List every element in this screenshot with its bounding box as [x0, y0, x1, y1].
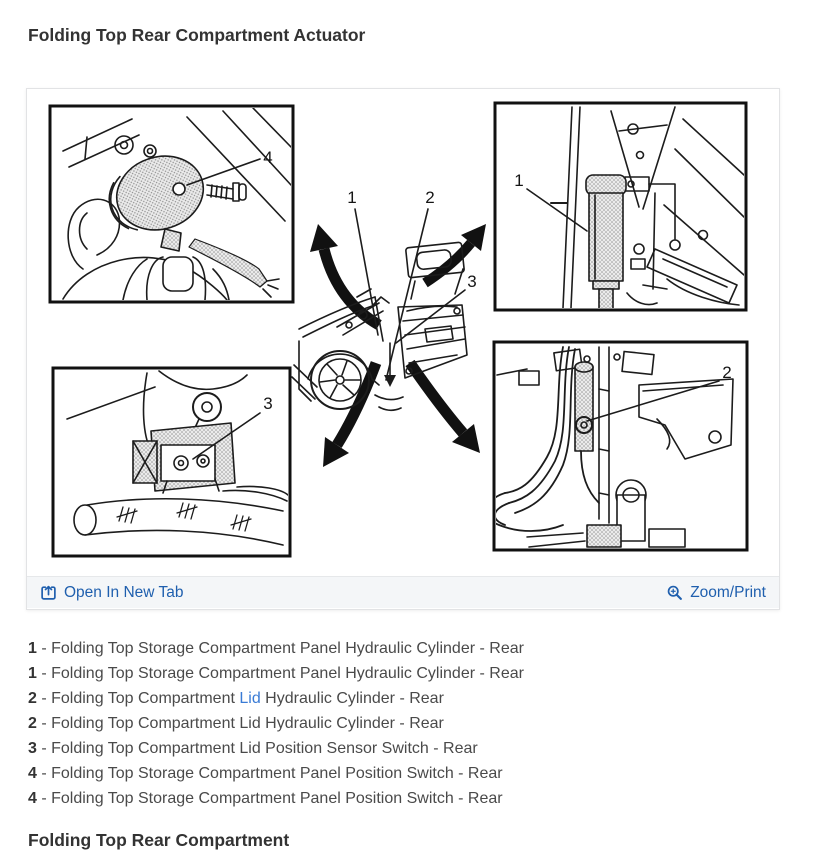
legend-item-number: 1: [28, 665, 37, 682]
callout-label-center-3: 3: [467, 272, 477, 291]
legend-item-text: Folding Top Storage Compartment Panel Hydraulic Cylinder - Rear: [51, 640, 524, 657]
legend-item: [28, 761, 524, 786]
legend-separator: -: [36, 715, 52, 732]
legend-separator: -: [36, 640, 52, 657]
legend-item-text: Folding Top Compartment: [51, 690, 240, 707]
legend-item-number: 4: [28, 790, 37, 807]
diagram-center-car: [292, 188, 486, 467]
open-in-new-tab-link[interactable]: [40, 584, 183, 602]
open-in-new-tab-label: Open In New Tab: [64, 583, 184, 601]
zoom-print-link[interactable]: [666, 584, 766, 602]
legend-item: [28, 661, 524, 686]
legend-item-text: Folding Top Compartment Lid Position Sensor Switch - Rear: [51, 740, 478, 757]
diagram-panel-bottom-right: [487, 342, 747, 550]
legend-item-number: 4: [28, 765, 37, 782]
callout-label-center-1: 1: [347, 188, 357, 207]
legend-separator: -: [36, 790, 52, 807]
legend-item-text: Folding Top Storage Compartment Panel Position Switch - Rear: [51, 765, 503, 782]
legend-separator: -: [36, 665, 52, 682]
callout-label-1: 1: [514, 171, 524, 190]
legend-item-number: 1: [28, 640, 37, 657]
legend-item-number: 3: [28, 740, 37, 757]
lid-link[interactable]: Lid: [239, 690, 261, 707]
diagram-image: [27, 89, 779, 576]
callout-label-2: 2: [722, 363, 732, 382]
diagram-panel-top-right: [495, 103, 746, 351]
page-title: Folding Top Rear Compartment Actuator: [28, 24, 366, 45]
legend-separator: -: [36, 740, 52, 757]
magnifier-plus-icon: [666, 584, 683, 601]
zoom-print-label: Zoom/Print: [690, 583, 766, 601]
legend-separator: -: [36, 690, 52, 707]
legend-item-number: 2: [28, 715, 37, 732]
legend-item-text: Folding Top Storage Compartment Panel Position Switch - Rear: [51, 790, 503, 807]
callout-label-4: 4: [263, 148, 273, 167]
callout-legend: [28, 636, 524, 811]
figure-toolbar: [27, 576, 779, 608]
legend-item-text-after: Hydraulic Cylinder - Rear: [260, 690, 444, 707]
legend-item-number: 2: [28, 690, 37, 707]
leader-line-2: [386, 209, 428, 380]
figure-container: [26, 88, 780, 610]
legend-item: [28, 636, 524, 661]
callout-label-3: 3: [263, 394, 273, 413]
next-section-title: Folding Top Rear Compartment: [28, 830, 290, 850]
legend-item: [28, 786, 524, 811]
legend-item: [28, 711, 524, 736]
legend-item: [28, 686, 524, 711]
legend-item-text: Folding Top Compartment Lid Hydraulic Cylinder - Rear: [51, 715, 444, 732]
diagram-panel-bottom-left: [53, 368, 290, 556]
legend-item-text: Folding Top Storage Compartment Panel Hydraulic Cylinder - Rear: [51, 665, 524, 682]
callout-label-center-2: 2: [425, 188, 435, 207]
open-in-new-tab-icon: [40, 584, 57, 601]
legend-item: [28, 736, 524, 761]
diagram-panel-top-left: [50, 106, 293, 302]
legend-separator: -: [36, 765, 52, 782]
